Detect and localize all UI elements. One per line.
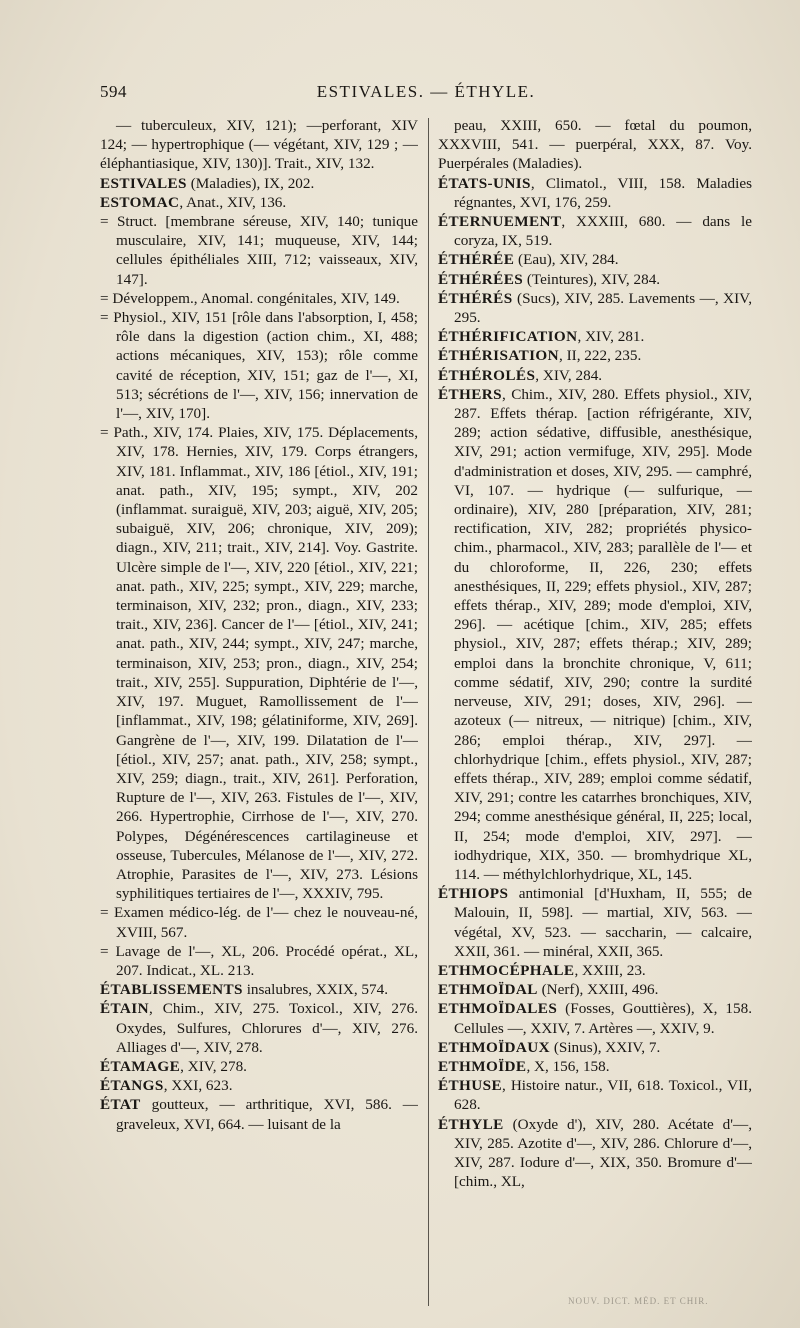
index-entry xyxy=(438,980,752,999)
entry-text: , Climatol., VIII, 158. Maladies régnantes, XVI, 176, 259. xyxy=(454,174,752,211)
page-number: 594 xyxy=(100,82,127,101)
entry-text: (Oxyde d'), XIV, 280. Acétate d'—, XIV, 285. Azotite d'—, XIV, 286. Chlorure d'—, XIV, 287. Iodure d'—, XIX, 350. Bromure d'— [chim., XL, xyxy=(454,1115,752,1191)
index-continuation xyxy=(100,116,418,174)
entry-text: peau, XXIII, 650. — fœtal du poumon, XXXVIII, 541. — puerpéral, XXX, 87. Voy. Puerpérales (Maladies). xyxy=(438,117,752,173)
index-subentry xyxy=(100,903,418,941)
right-column xyxy=(438,116,752,1306)
entry-text: insalubres, XXIX, 574. xyxy=(242,981,389,999)
index-entry xyxy=(438,1057,752,1076)
entry-headword: ETHMOÏDAL xyxy=(438,981,538,999)
entry-text: = Struct. [membrane séreuse, XIV, 140; tunique musculaire, XIV, 141; muqueuse, XIV, 144; cellules épithéliales XIII, 712; vaisseaux, XIV, 147]. xyxy=(100,213,418,288)
index-continuation xyxy=(438,116,752,174)
index-entry xyxy=(438,174,752,212)
entry-text: (Fosses, Gouttières), X, 158. Cellules —, XXIV, 7. Artères —, XXIV, 9. xyxy=(454,1000,752,1037)
entry-text: , Chim., XIV, 275. Toxicol., XIV, 276. Oxydes, Sulfures, Chlorures d'—, XIV, 276. Alliages d'—, XIV, 278. xyxy=(116,1000,418,1056)
left-column xyxy=(100,116,418,1306)
index-subentry xyxy=(100,942,418,980)
index-entry xyxy=(438,212,752,250)
entry-text: , XIV, 278. xyxy=(180,1057,247,1075)
index-entry xyxy=(438,270,752,289)
index-entry xyxy=(438,1038,752,1057)
index-subentry xyxy=(100,212,418,289)
entry-headword: ETHMOÏDALES xyxy=(438,1000,558,1018)
entry-headword: ÉTHÉRÉES xyxy=(438,270,524,288)
entry-headword: ÉTHÉRÉS xyxy=(438,289,513,307)
index-entry xyxy=(100,999,418,1057)
entry-text: antimonial [d'Huxham, II, 555; de Malouin, II, 598]. — martial, XIV, 563. — végétal, XV, 523. — saccharin, — calcaire, XXII, 361. — minéral, XXII, 365. xyxy=(454,885,752,960)
entry-text: , X, 156, 158. xyxy=(526,1057,610,1075)
entry-text: , XXIII, 23. xyxy=(574,961,646,979)
index-entry xyxy=(100,1095,418,1133)
index-entry xyxy=(438,366,752,385)
entry-headword: ÉTATS-UNIS xyxy=(438,174,531,192)
index-entry xyxy=(438,961,752,980)
index-entry xyxy=(438,289,752,327)
index-entry xyxy=(100,1057,418,1076)
entry-headword: ETHMOCÉPHALE xyxy=(438,961,575,979)
index-entry xyxy=(438,327,752,346)
entry-text: = Lavage de l'—, XL, 206. Procédé opérat., XL, 207. Indicat., XL. 213. xyxy=(100,942,418,979)
entry-text: , II, 222, 235. xyxy=(559,347,642,365)
index-entry xyxy=(438,346,752,365)
entry-text: , Chim., XIV, 280. Effets physiol., XIV, 287. Effets thérap. [action réfrigérante, XIV, 289; action sédative, diffusible, anesthésique, XIV, 291; action vermifuge, XIV, 295]. Mode d'administration et doses, XIV, 295. — camphré, VI, 107. — hydrique (— sulfurique, — ordinaire), XIV, 280 [préparation, XIV, 281; rectification, XIV, 282; propriétés physico-chim., pharmacol., XIV, 283; parallèle de l'— et du chloroforme, II, 226, 230; effets anesthésiques, II, 229; effets physiol., XIV, 287; effets thérap., XIV, 289; mode d'emploi, XIV, 296]. — acétique [chim., XIV, 285; effets physiol., XIV, 287; effets thérap.; XIV, 289; emploi dans la bronchite chronique, V, 611; comme sédatif, XIV, 290; contre la surdité nerveuse, XIV, 291; doses, XIV, 296]. — azoteux (— nitreux, — nitrique) [chim., XIV, 286; emploi thérap., XIV, 297]. — chlorhydrique [chim., effets physiol., XIV, 287; effets thérap., XIV, 289; emploi comme sédatif, XIV, 291; contre les catarrhes bronchiques, XIV, 294; comme anesthésique général, II, 225; local, II, 254; mode d'emploi, XIV, 297]. — iodhydrique, XIX, 350. — bromhydrique XL, 114. — méthylchlorhydrique, XL, 145. xyxy=(454,385,752,883)
index-entry xyxy=(438,1115,752,1192)
index-subentry xyxy=(100,289,418,308)
entry-text: = Examen médico-lég. de l'— chez le nouveau-né, XVIII, 567. xyxy=(100,904,418,941)
entry-headword: ÉTHYLE xyxy=(438,1115,504,1133)
entry-headword: ÉTHERS xyxy=(438,385,503,403)
entry-text: (Teintures), XIV, 284. xyxy=(523,270,661,288)
entry-text: , Anat., XIV, 136. xyxy=(179,193,287,211)
index-entry xyxy=(438,884,752,961)
entry-headword: ETHMOÏDAUX xyxy=(438,1038,551,1056)
entry-text: (Maladies), IX, 202. xyxy=(186,174,315,192)
index-entry xyxy=(100,980,418,999)
entry-text: = Path., XIV, 174. Plaies, XIV, 175. Déplacements, XIV, 178. Hernies, XIV, 179. Corps étrangers, XIV, 181. Inflammat., XIV, 186 [étiol., XIV, 191; anat. path., XIV, 195; sympt., XIV, 202 (inflammat. suraiguë, XIV, 203; aiguë, XIV, 205; subaiguë, XIV, 206; chronique, XIV, 209); diagn., XIV, 211; trait., XIV, 214]. Voy. Gastrite. Ulcère simple de l'—, XIV, 220 [étiol., XIV, 221; anat. path., XIV, 225; sympt., XIV, 229; marche, terminaison, XIV, 232; pron., diagn., XIV, 233; trait., XIV, 236]. Cancer de l'— [étiol., XIV, 241; anat. path., XIV, 244; sympt., XIV, 247; marche, terminaison, XIV, 253; pron., diagn., XIV, 254; trait., XIV, 255]. Suppuration, Diphtérie de l'—, XIV, 197. Muguet, Ramollissement de l'— [inflammat., XIV, 198; gélatiniforme, XIV, 269]. Gangrène de l'—, XIV, 199. Dilatation de l'— [étiol., XIV, 257; anat. path., XIV, 258; sympt., XIV, 259; diagn., trait., XIV, 261]. Perforation, Rupture de l'—, XIV, 263. Fistules de l'—, XIV, 266. Hypertrophie, Cirrhose de l'—, XIV, 270. Polypes, Dégénérescences cartilagineuse et osseuse, Tubercules, Mélanose de l'—, XIV, 272. Atrophie, Parasites de l'—, XIV, 273. Lésions syphilitiques tertiaires de l'—, XXXIV, 795. xyxy=(100,424,418,903)
entry-text: (Sinus), XXIV, 7. xyxy=(550,1038,661,1056)
index-entry xyxy=(438,250,752,269)
entry-text: , XXI, 623. xyxy=(163,1077,233,1095)
entry-text: , XIV, 281. xyxy=(577,328,645,346)
entry-headword: ETHMOÏDE xyxy=(438,1057,527,1075)
entry-headword: ÉTERNUEMENT xyxy=(438,213,562,231)
entry-headword: ESTOMAC xyxy=(100,193,180,211)
entry-text: (Sucs), XIV, 285. Lavements —, XIV, 295. xyxy=(454,289,752,327)
entry-text: , XIV, 284. xyxy=(535,366,603,384)
running-title: ESTIVALES. — ÉTHYLE. xyxy=(316,82,536,101)
index-entry xyxy=(438,999,752,1037)
page-header xyxy=(100,82,752,108)
index-entry xyxy=(100,1076,418,1095)
index-entry xyxy=(438,1076,752,1114)
entry-text: , Histoire natur., VII, 618. Toxicol., VII, 628. xyxy=(454,1077,752,1114)
entry-headword: ESTIVALES xyxy=(100,174,187,192)
entry-headword: ÉTHUSE xyxy=(438,1077,503,1095)
entry-headword: ÉTHÉRÉE xyxy=(438,251,515,269)
entry-headword: ÉTHÉRIFICATION xyxy=(438,328,578,346)
entry-text: , XXXIII, 680. — dans le coryza, IX, 519. xyxy=(454,213,752,250)
entry-text: = Développem., Anomal. congénitales, XIV, 149. xyxy=(100,289,400,307)
column-divider xyxy=(428,118,429,1306)
footer-note: NOUV. DICT. MÉD. ET CHIR. xyxy=(568,1296,709,1306)
entry-headword: ÉTHIOPS xyxy=(438,885,509,903)
entry-headword: ÉTHÉRISATION xyxy=(438,347,559,365)
entry-text: (Eau), XIV, 284. xyxy=(514,251,619,269)
entry-text: = Physiol., XIV, 151 [rôle dans l'absorption, I, 458; rôle dans la digestion (action chim., XI, 488; actions mécaniques, XIV, 153); rôle comme cavité de réception, XIV, 151; gaz de l'—, XI, 513; sécrétions de l'—, XIV, 156; innervation de l'—, XIV, 170]. xyxy=(100,309,418,423)
index-subentry xyxy=(100,308,418,423)
entry-text: (Nerf), XXIII, 496. xyxy=(537,981,659,999)
index-entry xyxy=(100,193,418,212)
entry-headword: ÉTAIN xyxy=(100,1000,149,1018)
entry-headword: ÉTHÉROLÉS xyxy=(438,366,536,384)
index-entry xyxy=(438,385,752,884)
entry-headword: ÉTAMAGE xyxy=(100,1057,181,1075)
entry-headword: ÉTANGS xyxy=(100,1077,164,1095)
entry-headword: ÉTABLISSEMENTS xyxy=(100,981,243,999)
entry-text: goutteux, — arthritique, XVI, 586. — graveleux, XVI, 664. — luisant de la xyxy=(116,1096,418,1133)
index-entry xyxy=(100,174,418,193)
index-subentry xyxy=(100,423,418,903)
entry-text: — tuberculeux, XIV, 121); —perforant, XIV 124; — hypertrophique (— végétant, XIV, 129 ; — éléphantiasique, XIV, 130)]. Trait., XIV, 132. xyxy=(100,117,418,173)
entry-headword: ÉTAT xyxy=(100,1096,141,1114)
